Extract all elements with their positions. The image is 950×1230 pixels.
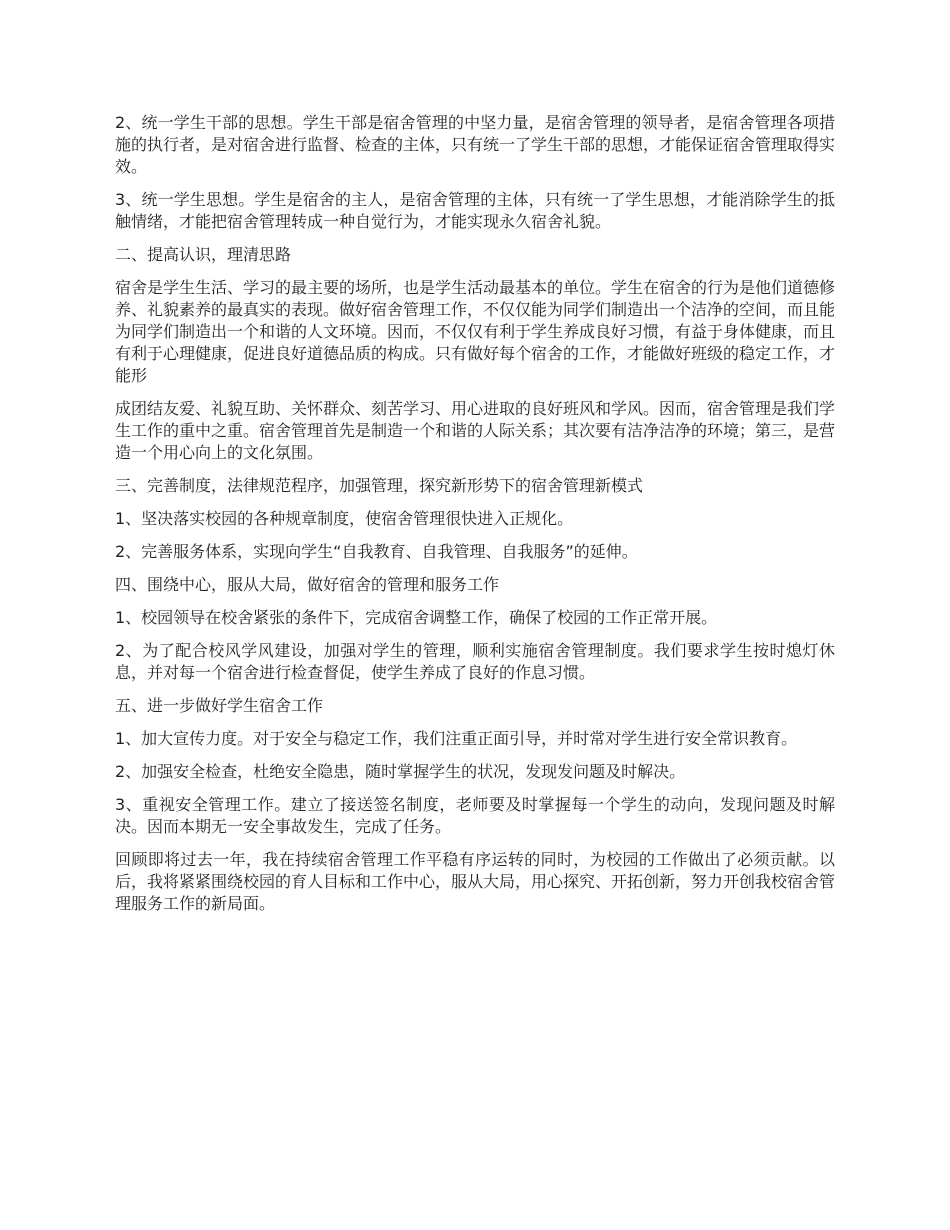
section-heading-2: 二、提高认识，理清思路 [115,245,292,264]
paragraph-student-thinking: 3、统一学生思想。学生是宿舍的主人，是宿舍管理的主体，只有统一了学生思想，才能消除学生的抵触情绪，才能把宿舍管理转成一种自觉行为，才能实现永久宿舍礼貌。 [115,190,835,231]
paragraph-cadre-thinking: 2、统一学生干部的思想。学生干部是宿舍管理的中坚力量，是宿舍管理的领导者，是宿舍管理各项措施的执行者，是对宿舍进行监督、检查的主体，只有统一了学生干部的思想，才能保证宿舍管理取得实效。 [115,113,836,176]
paragraph-publicity: 1、加大宣传力度。对于安全与稳定工作，我们注重正面引导，并时常对学生进行安全常识教育。 [115,729,798,748]
section-heading-4: 四、围绕中心，服从大局，做好宿舍的管理和服务工作 [115,575,500,594]
paragraph-dorm-importance-cont: 成团结友爱、礼貌互助、关怀群众、刻苦学习、用心进取的良好班风和学风。因而，宿舍管理是我们学生工作的重中之重。宿舍管理首先是制造一个和谐的人际关系；其次要有洁净洁净的环境；第三，是营造一个用心向上的文化氛围。 [115,399,836,462]
paragraph-lights-out: 2、为了配合校风学风建设，加强对学生的管理，顺利实施宿舍管理制度。我们要求学生按时熄灯休息，并对每一个宿舍进行检查督促，使学生养成了良好的作息习惯。 [115,641,835,682]
document-body [115,112,835,926]
section-heading-5: 五、进一步做好学生宿舍工作 [115,696,324,715]
paragraph-service-system: 2、完善服务体系，实现向学生“自我教育、自我管理、自我服务”的延伸。 [115,542,638,561]
paragraph-conclusion: 回顾即将过去一年，我在持续宿舍管理工作平稳有序运转的同时，为校园的工作做出了必须贡献。以后，我将紧紧围绕校园的育人目标和工作中心，服从大局，用心探究、开拓创新，努力开创我校宿舍管理服务工作的新局面。 [115,850,836,913]
paragraph-dorm-importance: 宿舍是学生生活、学习的最主要的场所，也是学生活动最基本的单位。学生在宿舍的行为是他们道德修养、礼貌素养的最真实的表现。做好宿舍管理工作，不仅仅能为同学们制造出一个洁净的空间，而且能为同学们制造出一个和谐的人文环境。因而，不仅仅有利于学生养成良好习惯，有益于身体健康，而且有利于心理健康，促进良好道德品质的构成。只有做好每个宿舍的工作，才能做好班级的稳定工作，才能形 [115,278,836,385]
paragraph-safety-check: 2、加强安全检查，杜绝安全隐患，随时掌握学生的状况，发现发问题及时解决。 [115,762,686,781]
paragraph-dorm-adjustment: 1、校园领导在校舍紧张的条件下，完成宿舍调整工作，确保了校园的工作正常开展。 [115,608,718,627]
paragraph-safety-management: 3、重视安全管理工作。建立了接送签名制度，老师要及时掌握每一个学生的动向，发现问题及时解决。因而本期无一安全事故发生，完成了任务。 [115,795,835,836]
section-heading-3: 三、完善制度，法律规范程序，加强管理，探究新形势下的宿舍管理新模式 [115,476,644,495]
paragraph-rules: 1、坚决落实校园的各种规章制度，使宿舍管理很快进入正规化。 [115,509,574,528]
